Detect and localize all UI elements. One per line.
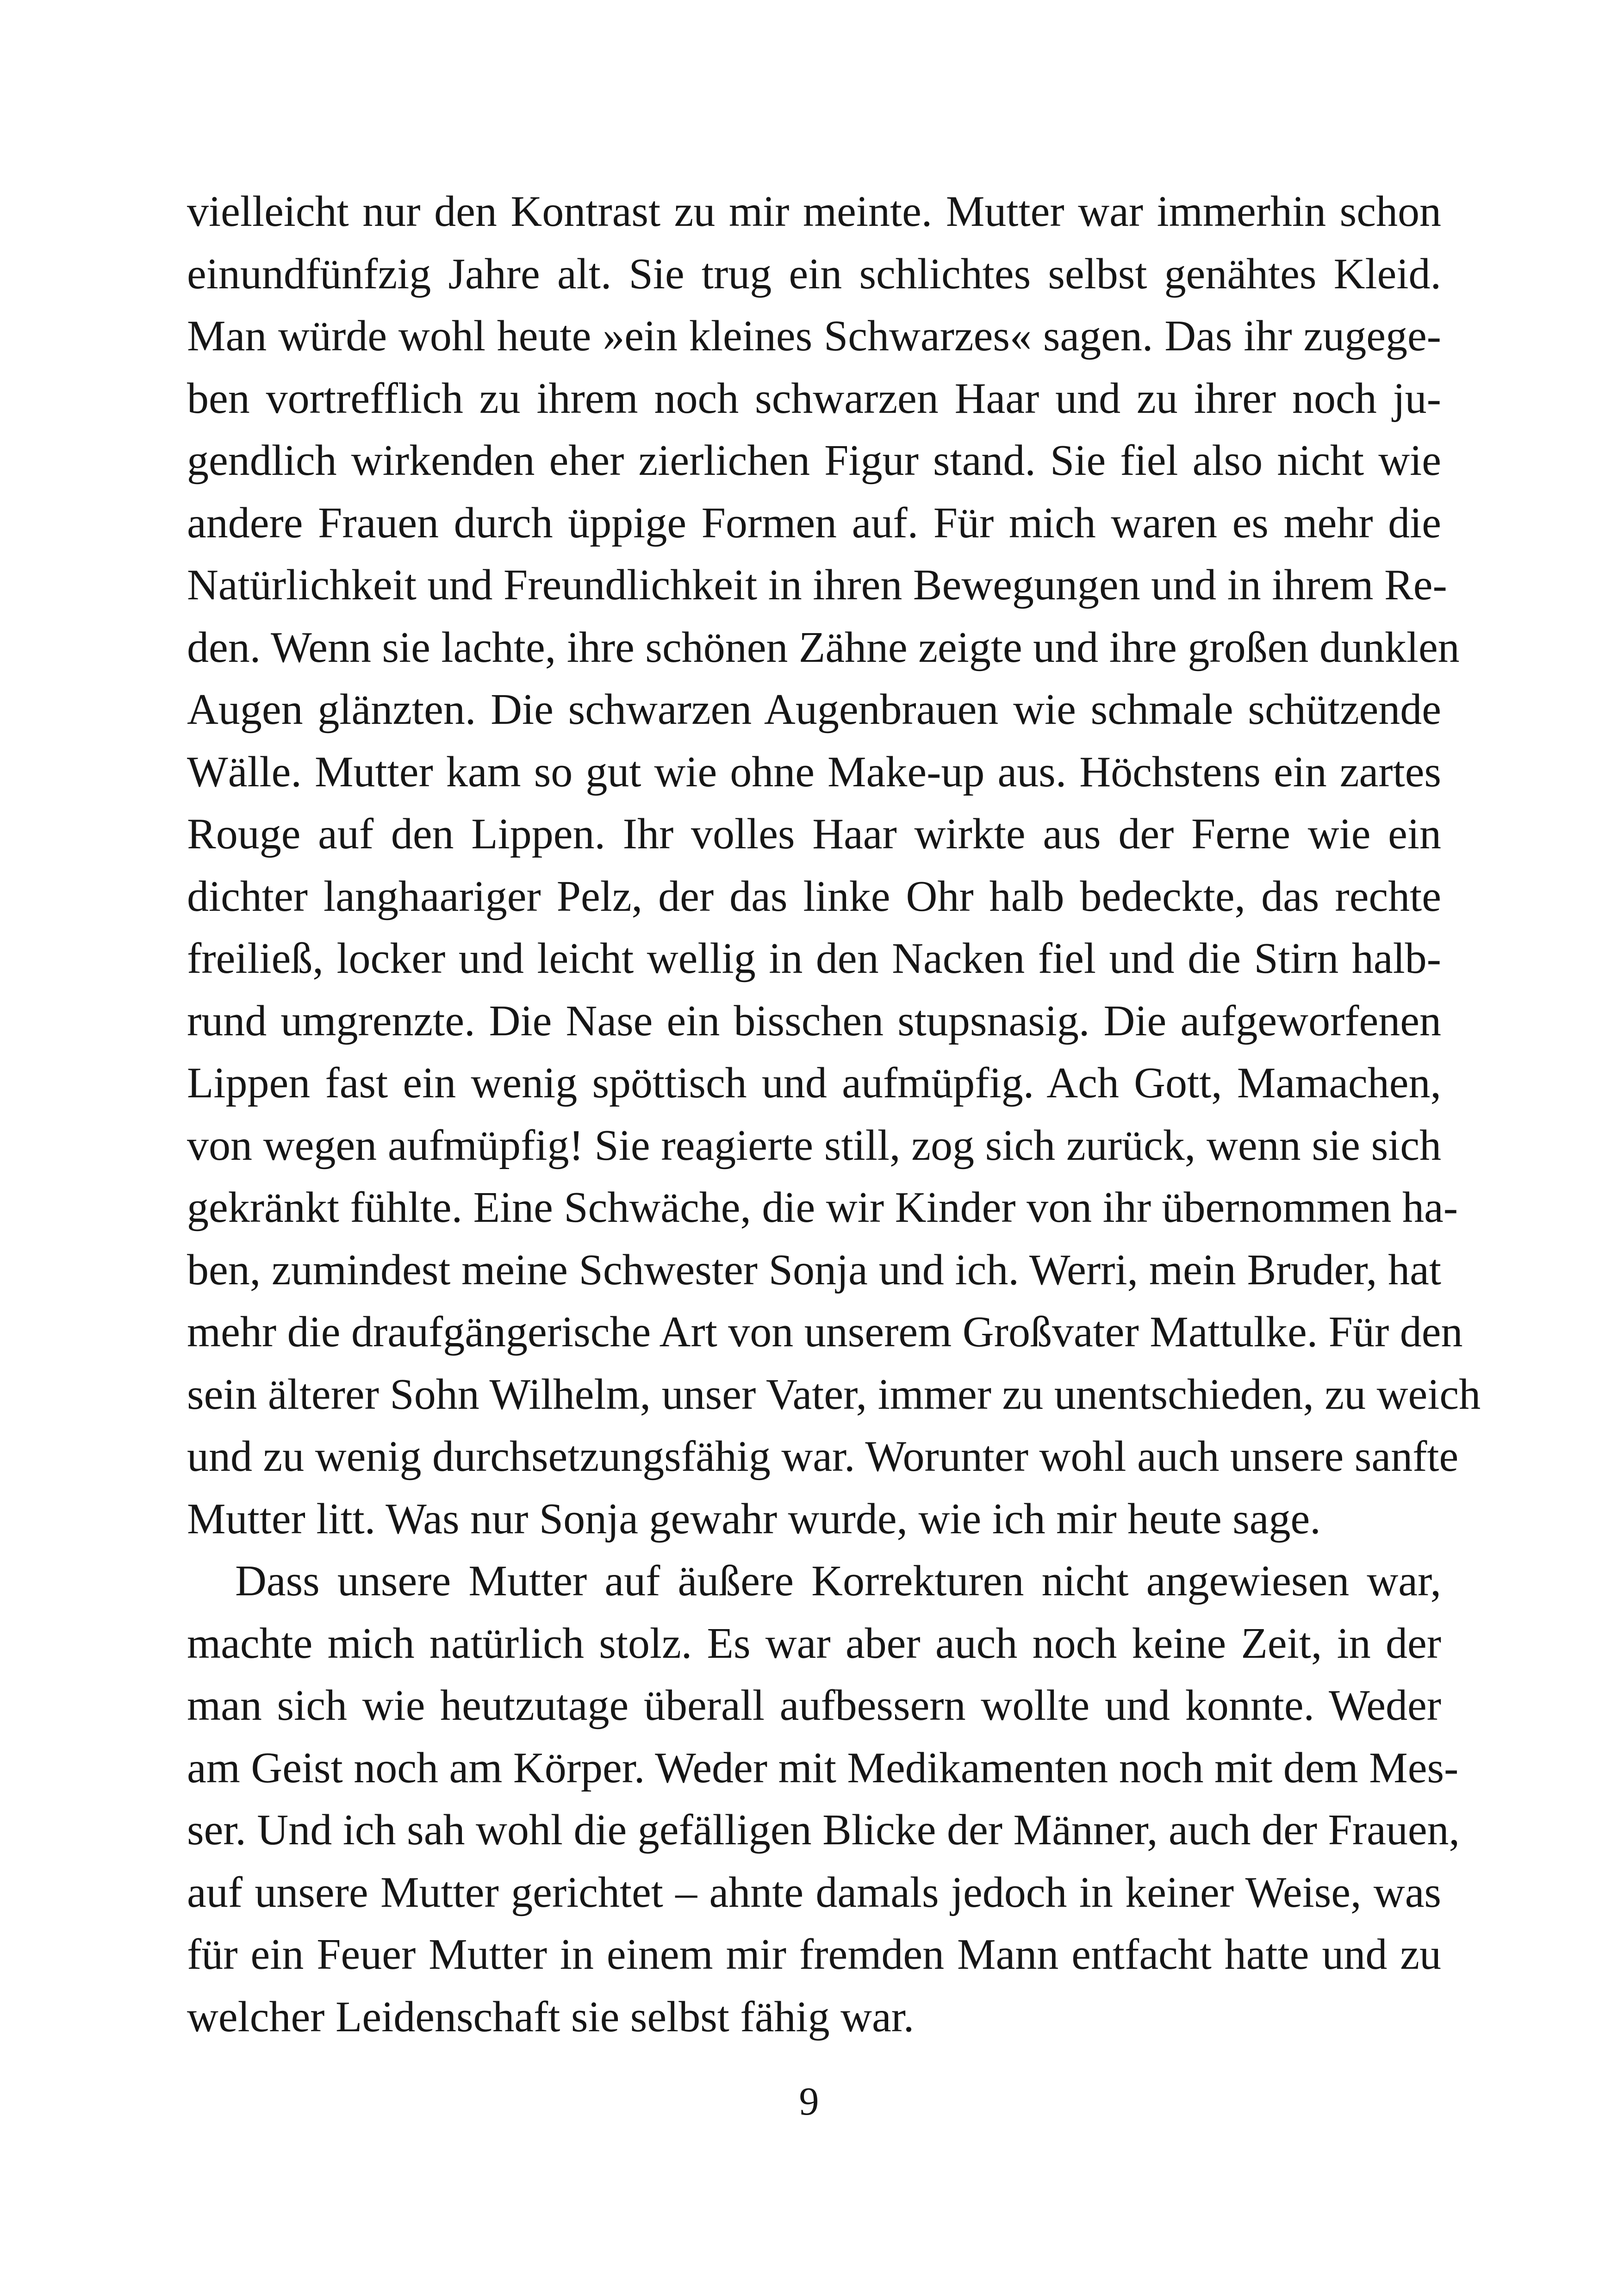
text-line: Man würde wohl heute »ein kleines Schwarzes« sagen. Das ihr zugege- xyxy=(187,312,1441,360)
text-line: auf unsere Mutter gerichtet – ahnte damals jedoch in keiner Weise, was xyxy=(187,1868,1441,1916)
text-line: ben, zumindest meine Schwester Sonja und ich. Werri, mein Bruder, hat xyxy=(187,1245,1441,1294)
text-line: ser. Und ich sah wohl die gefälligen Blicke der Männer, auch der Frauen, xyxy=(187,1806,1460,1854)
text-line: Natürlichkeit und Freundlichkeit in ihren Bewegungen und in ihrem Re- xyxy=(187,561,1447,609)
text-line: Lippen fast ein wenig spöttisch und aufmüpfig. Ach Gott, Mamachen, xyxy=(187,1059,1441,1107)
page-number: 9 xyxy=(799,2079,819,2123)
text-line: freiließ, locker und leicht wellig in den Nacken fiel und die Stirn halb- xyxy=(187,934,1441,983)
text-line: Wälle. Mutter kam so gut wie ohne Make-up aus. Höchstens ein zartes xyxy=(187,747,1441,796)
text-line: machte mich natürlich stolz. Es war aber auch noch keine Zeit, in der xyxy=(187,1619,1441,1668)
body-text xyxy=(187,181,1481,2047)
text-line: mehr die draufgängerische Art von unserem Großvater Mattulke. Für den xyxy=(187,1308,1463,1356)
text-line: gekränkt fühlte. Eine Schwäche, die wir Kinder von ihr übernommen ha- xyxy=(187,1183,1458,1232)
text-line: welcher Leidenschaft sie selbst fähig war. xyxy=(187,1992,915,2041)
text-line: den. Wenn sie lachte, ihre schönen Zähne zeigte und ihre großen dunklen xyxy=(187,623,1460,672)
text-line: rund umgrenzte. Die Nase ein bisschen stupsnasig. Die aufgeworfenen xyxy=(187,996,1441,1045)
paragraph-1 xyxy=(187,181,1481,1549)
text-line: einundfünfzig Jahre alt. Sie trug ein schlichtes selbst genähtes Kleid. xyxy=(187,249,1441,298)
text-line: andere Frauen durch üppige Formen auf. Für mich waren es mehr die xyxy=(187,498,1441,547)
text-line: dichter langhaariger Pelz, der das linke Ohr halb bedeckte, das rechte xyxy=(187,872,1441,921)
text-line: Mutter litt. Was nur Sonja gewahr wurde, wie ich mir heute sage. xyxy=(187,1494,1321,1543)
text-line: von wegen aufmüpfig! Sie reagierte still, zog sich zurück, wenn sie sich xyxy=(187,1121,1441,1170)
text-line: Augen glänzten. Die schwarzen Augenbrauen wie schmale schützende xyxy=(187,685,1441,734)
paragraph-2 xyxy=(187,1551,1460,2047)
text-line: für ein Feuer Mutter in einem mir fremden Mann entfacht hatte und zu xyxy=(187,1930,1441,1979)
text-line: Dass unsere Mutter auf äußere Korrekturen nicht angewiesen war, xyxy=(235,1557,1441,1605)
text-line: ben vortrefflich zu ihrem noch schwarzen Haar und zu ihrer noch ju- xyxy=(187,374,1441,423)
text-line: Rouge auf den Lippen. Ihr volles Haar wirkte aus der Ferne wie ein xyxy=(187,810,1441,858)
text-line: man sich wie heutzutage überall aufbessern wollte und konnte. Weder xyxy=(187,1681,1441,1730)
text-line: gendlich wirkenden eher zierlichen Figur stand. Sie fiel also nicht wie xyxy=(187,436,1441,485)
text-line: am Geist noch am Körper. Weder mit Medikamenten noch mit dem Mes- xyxy=(187,1743,1459,1792)
text-line: sein älterer Sohn Wilhelm, unser Vater, immer zu unentschieden, zu weich xyxy=(187,1370,1481,1419)
text-line: und zu wenig durchsetzungsfähig war. Worunter wohl auch unsere sanfte xyxy=(187,1432,1459,1481)
text-line: vielleicht nur den Kontrast zu mir meinte. Mutter war immerhin schon xyxy=(187,187,1441,236)
